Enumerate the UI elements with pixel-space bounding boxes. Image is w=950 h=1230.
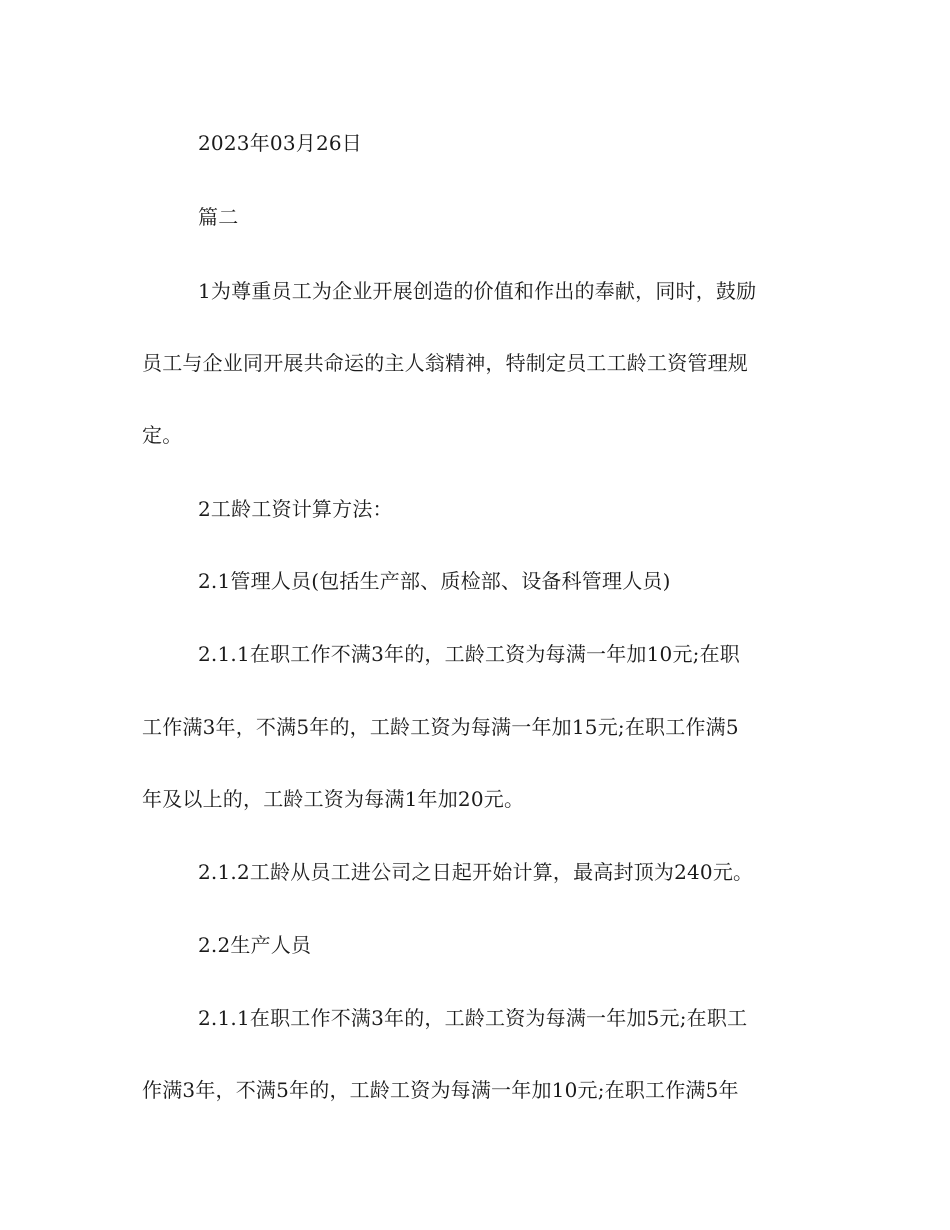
paragraph-line: 2.1.1在职工作不满3年的，工龄工资为每满一年加5元;在职工 [198, 1006, 748, 1030]
paragraph-line: 年及以上的，工龄工资为每满1年加20元。 [142, 787, 525, 811]
paragraph-line: 作满3年，不满5年的，工龄工资为每满一年加10元;在职工作满5年 [142, 1078, 739, 1102]
paragraph-line: 1为尊重员工为企业开展创造的价值和作出的奉献，同时，鼓励 [198, 279, 757, 303]
paragraph-line: 员工与企业同开展共命运的主人翁精神，特制定员工工龄工资管理规 [142, 351, 748, 375]
paragraph-line: 2.1.2工龄从员工进公司之日起开始计算，最高封顶为240元。 [198, 860, 754, 884]
paragraph-line: 定。 [142, 423, 183, 447]
paragraph-line: 2.1管理人员(包括生产部、质检部、设备科管理人员) [198, 569, 671, 593]
paragraph-line: 2.1.1在职工作不满3年的，工龄工资为每满一年加10元;在职 [198, 642, 741, 666]
paragraph-line: 2.2生产人员 [198, 933, 312, 957]
date-line: 2023年03月26日 [198, 131, 362, 155]
paragraph-line: 2工龄工资计算方法： [198, 497, 393, 521]
paragraph-line: 工作满3年，不满5年的，工龄工资为每满一年加15元;在职工作满5 [142, 715, 739, 739]
section-heading: 篇二 [198, 205, 239, 229]
